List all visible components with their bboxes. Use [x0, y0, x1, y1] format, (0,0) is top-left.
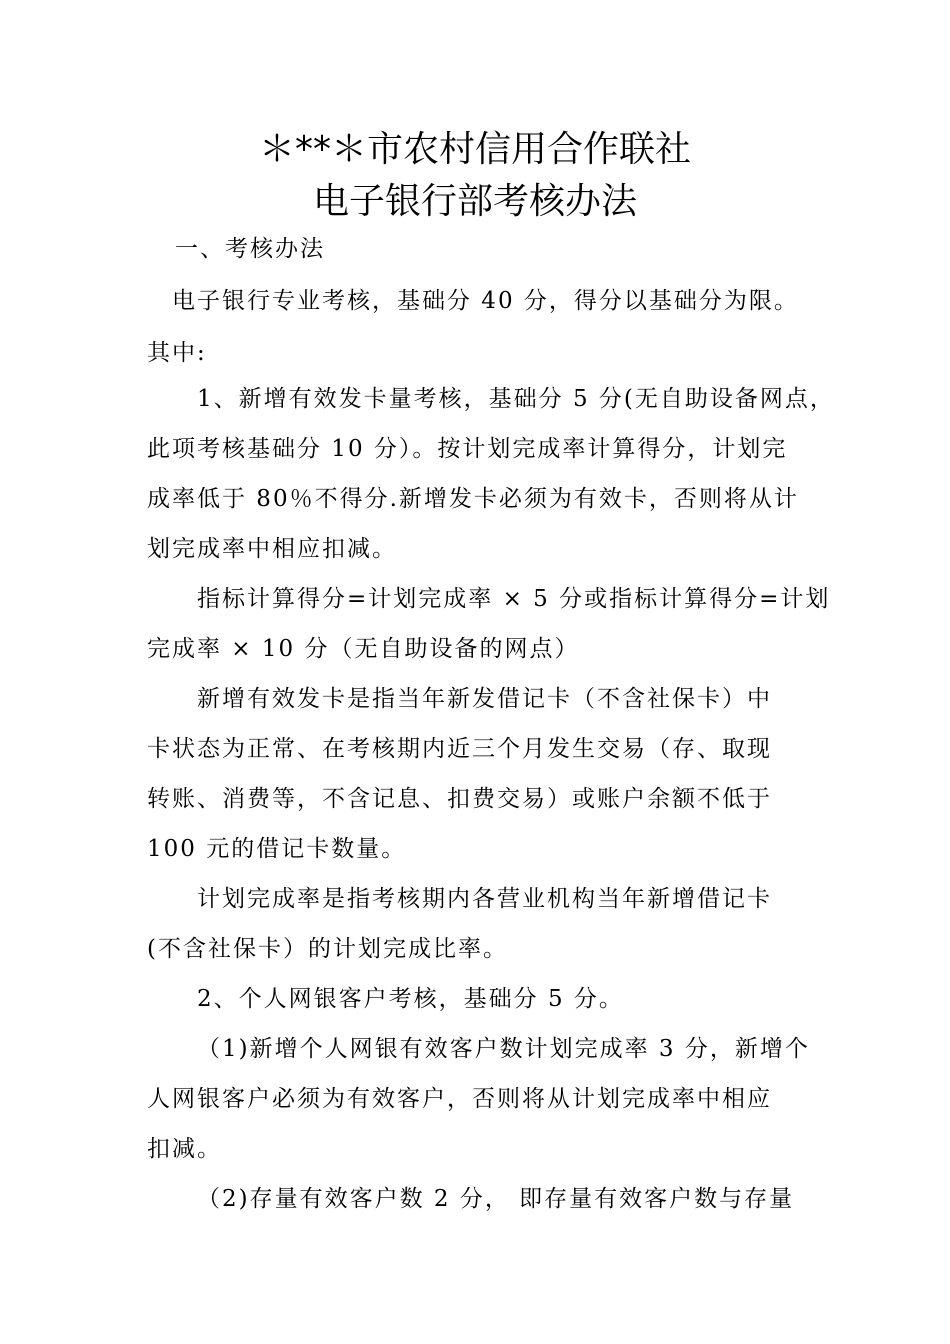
paragraph-line: （1)新增个人网银有效客户数计划完成率 3 分，新增个 [197, 1036, 810, 1062]
paragraph-line: 划完成率中相应扣减。 [147, 536, 397, 562]
paragraph-line: 此项考核基础分 10 分）。按计划完成率计算得分，计划完 [147, 436, 788, 462]
paragraph-line: 转账、消费等，不含记息、扣费交易）或账户余额不低于 [147, 786, 772, 812]
paragraph-line: 卡状态为正常、在考核期内近三个月发生交易（存、取现 [147, 736, 772, 762]
paragraph-line: （2)存量有效客户数 2 分， 即存量有效客户数与存量 [197, 1186, 795, 1212]
paragraph-line: 其中: [147, 340, 207, 366]
document-title-line-1: ＊**＊市农村信用合作联社 [258, 129, 691, 170]
paragraph-line: 电子银行专业考核，基础分 40 分，得分以基础分为限。 [172, 288, 799, 314]
section-heading: 一、考核办法 [175, 236, 325, 262]
paragraph-line: 计划完成率是指考核期内各营业机构当年新增借记卡 [197, 886, 772, 912]
paragraph-line: 成率低于 80％不得分.新增发卡必须为有效卡，否则将从计 [147, 486, 799, 512]
paragraph-line: 扣减。 [147, 1136, 222, 1162]
document-title-line-2: 电子银行部考核办法 [312, 181, 637, 222]
paragraph-line: (不含社保卡）的计划完成比率。 [147, 936, 508, 962]
paragraph-line: 人网银客户必须为有效客户，否则将从计划完成率中相应 [147, 1086, 772, 1112]
paragraph-line: 1、新增有效发卡量考核，基础分 5 分(无自助设备网点， [197, 386, 835, 412]
paragraph-line: 2、个人网银客户考核，基础分 5 分。 [197, 986, 624, 1012]
formula-line: 完成率 × 10 分（无自助设备的网点） [147, 636, 580, 662]
paragraph-line: 100 元的借记卡数量。 [147, 836, 407, 862]
formula-line: 指标计算得分=计划完成率 × 5 分或指标计算得分=计划 [197, 586, 831, 612]
paragraph-line: 新增有效发卡是指当年新发借记卡（不含社保卡）中 [197, 686, 772, 712]
